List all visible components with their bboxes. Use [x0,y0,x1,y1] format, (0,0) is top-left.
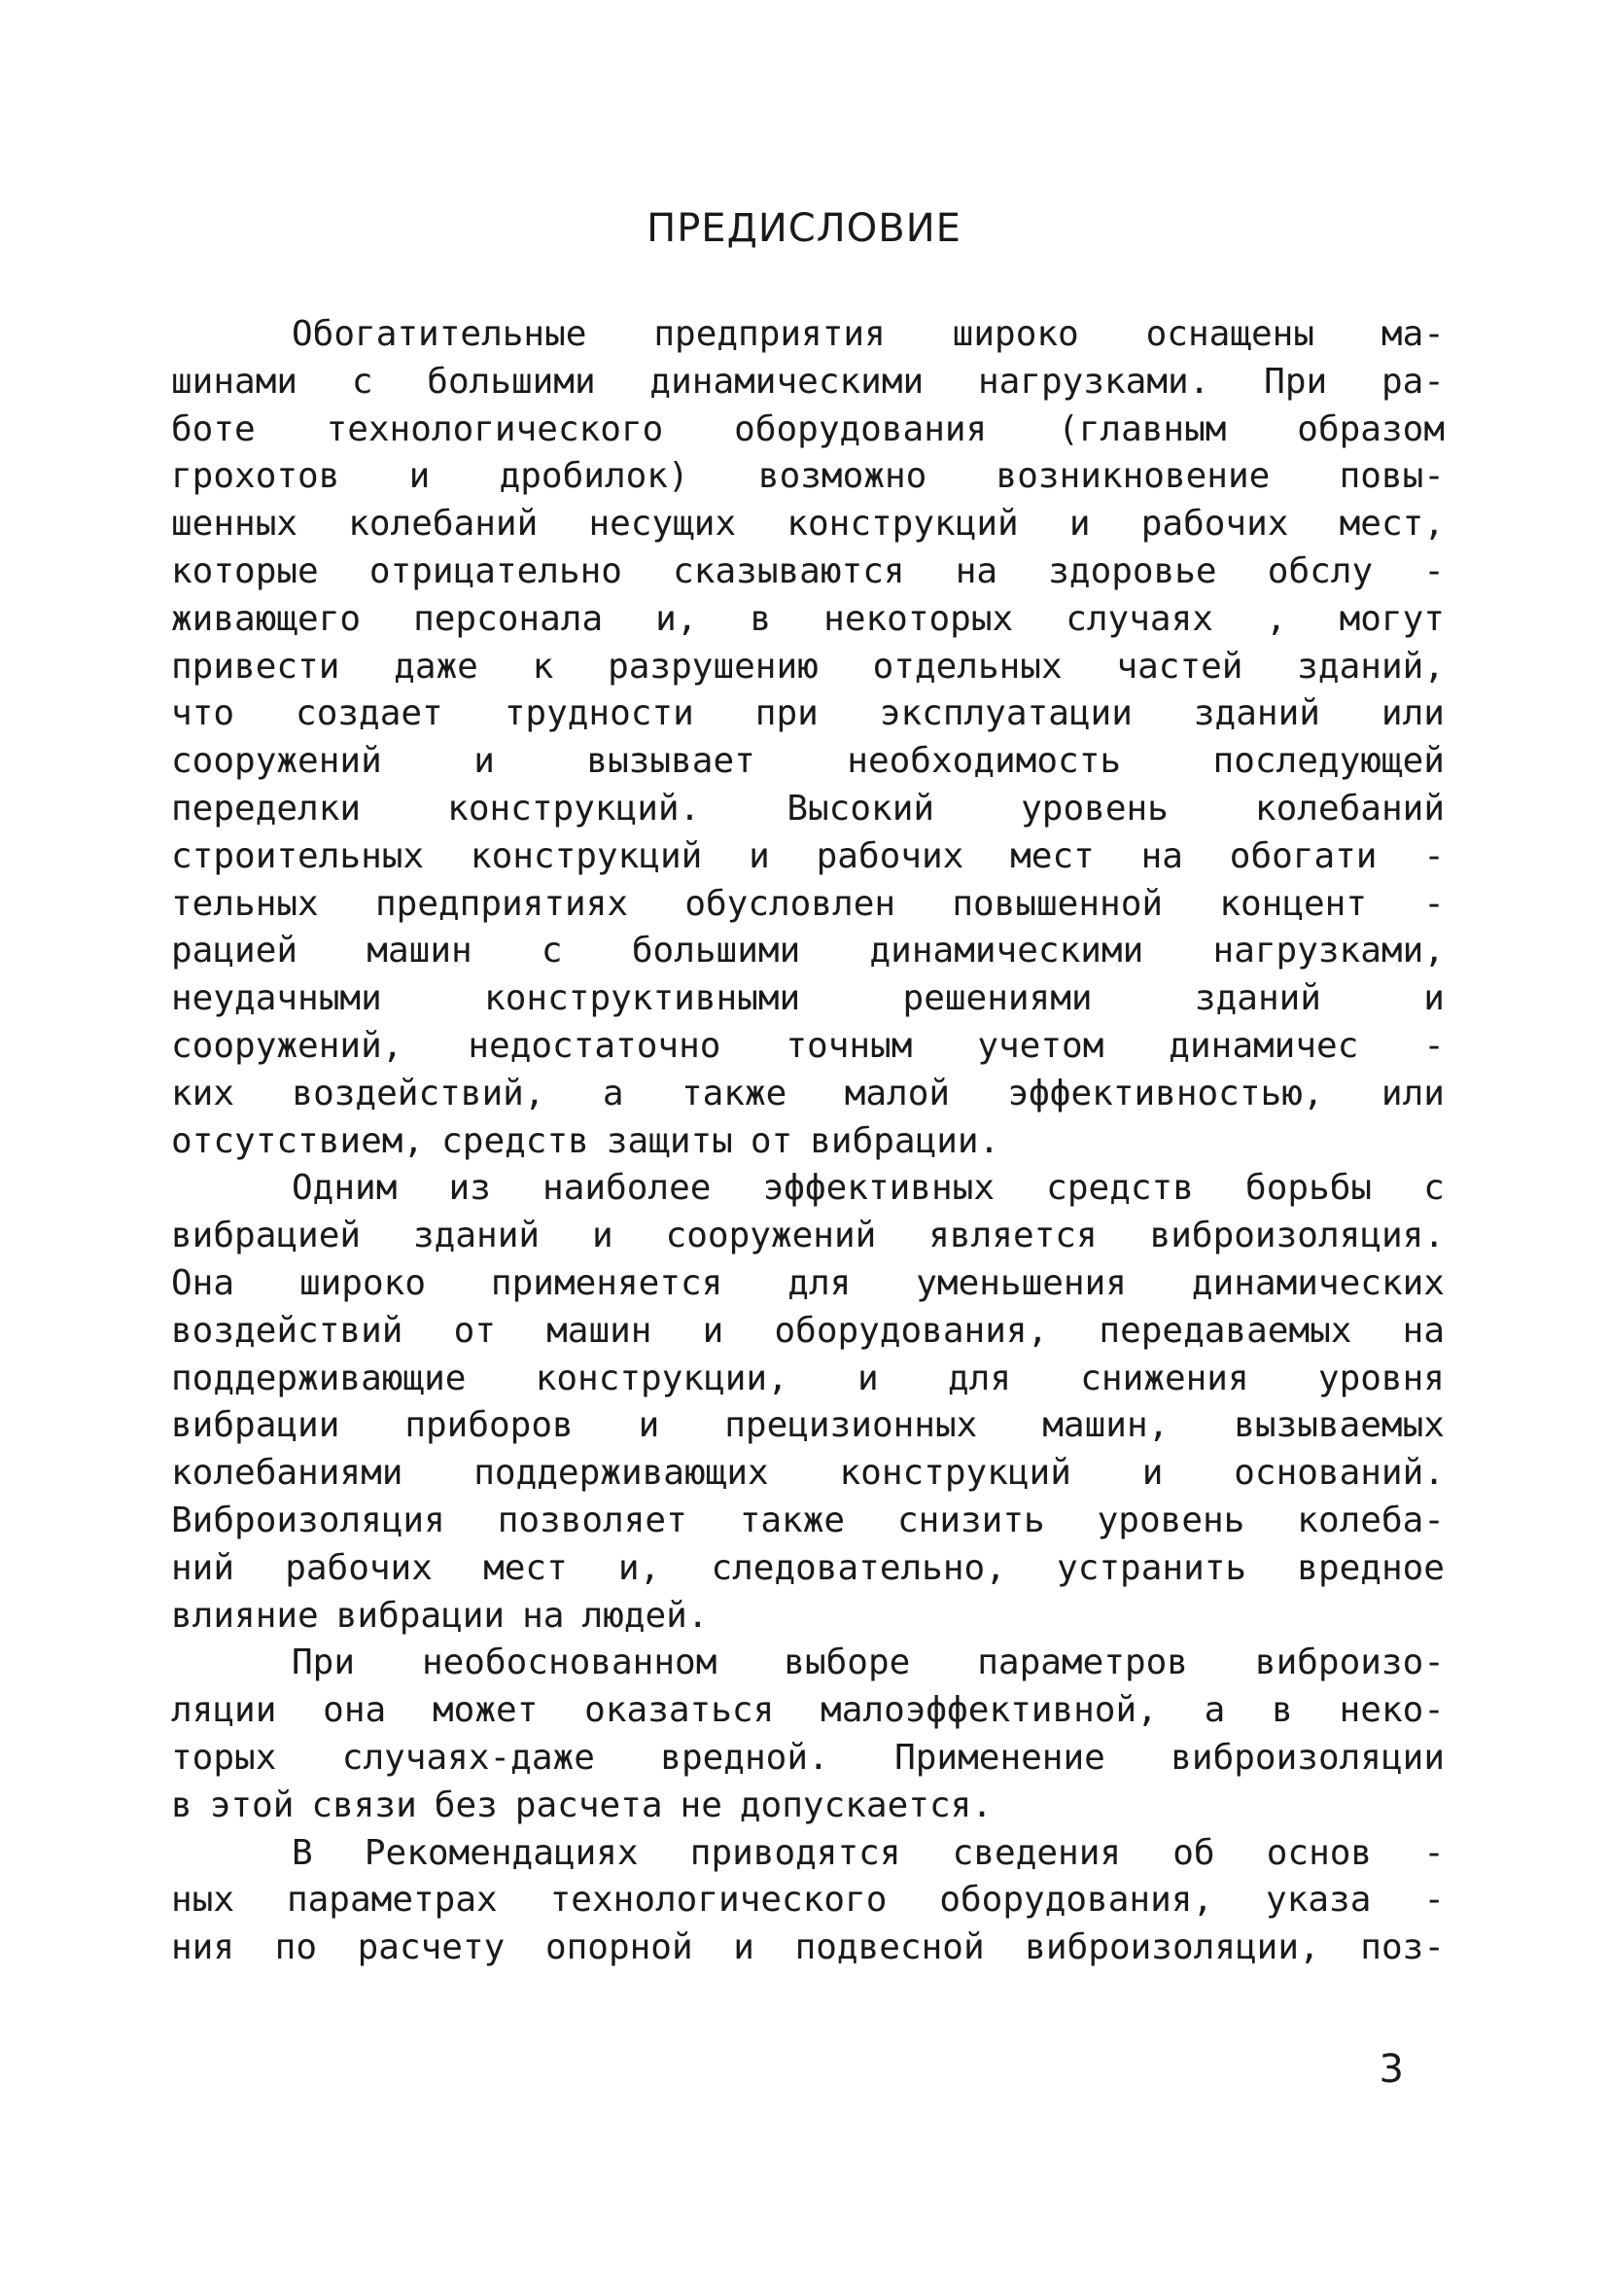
word: оказаться [584,1690,775,1731]
word: динамическими [649,361,925,402]
word: также [739,1500,846,1540]
word: здоровье [1048,550,1217,591]
word: выборе [784,1643,911,1683]
word: из [448,1168,491,1209]
word: от [453,1310,496,1351]
word: которые [171,550,319,591]
word: вибрации [335,1595,506,1636]
word: рабочих [285,1547,433,1588]
word: также [681,1073,787,1113]
word: с [351,361,373,402]
word: неудачными [171,978,382,1019]
word: концент [1219,883,1368,924]
word: и [733,1927,754,1968]
word: уровень [1097,1500,1245,1540]
word: а [602,1073,624,1113]
word: подвесной [794,1927,985,1968]
word: рабочих [1140,504,1289,545]
word: мест, [1339,504,1445,545]
word: виброизоляция. [1149,1216,1445,1256]
word: и [473,741,495,782]
text-line [171,1165,1445,1213]
word: даже [394,646,478,687]
text-line [171,1783,1445,1830]
word: зданий [413,1216,541,1256]
text-line [171,690,1445,738]
word: для [787,1262,852,1303]
word: поддерживающих [473,1453,769,1494]
text-line [171,311,1445,359]
word: поз- [1360,1927,1445,1968]
word: может [433,1690,539,1731]
word: большими [631,931,801,971]
word: ких [171,1073,235,1113]
word: или [1381,1073,1445,1113]
word: ра- [1381,361,1445,402]
text-line [171,1498,1445,1545]
word: необоснованном [421,1643,717,1683]
text-line [171,1071,1445,1118]
text-line [171,1402,1445,1450]
word: малой [844,1073,951,1113]
word: Рекомендациях [364,1832,639,1873]
page-number: 3 [1379,2047,1404,2092]
word: - [1423,550,1445,591]
word: защиты [606,1120,733,1161]
word: средств [1046,1168,1194,1209]
word: является [928,1216,1098,1256]
word: зданий [1193,693,1320,734]
word: учетом [977,1025,1104,1066]
word: уровень [1021,788,1169,829]
word: параметрах [286,1880,498,1921]
word: динамическими [869,931,1144,971]
word: и [1141,1453,1164,1494]
word: отсутствием, [171,1120,425,1161]
word: и [1068,504,1091,545]
word: наиболее [542,1168,712,1209]
word: дробилок) [499,456,689,497]
word: ма- [1381,314,1445,354]
word: машин [367,931,472,971]
word: - [1423,835,1445,876]
word: вредное [1297,1547,1445,1588]
word: воздействий, [292,1073,545,1113]
word: поддерживающие [171,1358,467,1398]
word: расчета [514,1784,663,1825]
word: рацией [171,931,298,971]
word: сведения [952,1832,1122,1873]
word: прецизионных [724,1405,978,1446]
word: а [1204,1690,1226,1731]
word: персонала [413,598,604,639]
word: отрицательно [368,550,622,591]
word: в [171,1784,192,1825]
word: виброизоляции, [1025,1927,1320,1968]
word: указа [1266,1880,1372,1921]
word: живающего [171,598,362,639]
word: применяется [490,1262,723,1303]
word: по [274,1927,317,1968]
text-line [171,1213,1445,1260]
word: зданий, [1297,646,1445,687]
word: шинами [171,361,298,402]
word: приборов [404,1405,574,1446]
word: боте [171,408,256,449]
text-line [171,1735,1445,1783]
word: динамичес [1169,1025,1359,1066]
word: мест [1010,835,1095,876]
word: к [532,646,554,687]
word: В [292,1832,313,1873]
word: точным [786,1025,913,1066]
word: виброизо- [1254,1643,1445,1683]
word: ний [171,1547,235,1588]
word: зданий [1194,978,1321,1019]
word: динамических [1191,1262,1445,1303]
word: расчету [357,1927,506,1968]
word: основ [1266,1832,1373,1873]
word: эффективных [762,1168,996,1209]
word: Высокий [787,788,935,829]
word: при [754,693,819,734]
word: уменьшения [916,1262,1127,1303]
word: технологического [326,408,664,449]
word: случаях [1066,598,1213,639]
word: конструктивными [484,978,801,1019]
word: оборудования [734,408,988,449]
text-line [171,501,1445,548]
word: и [702,1310,724,1351]
word: в [750,598,772,639]
word: конструкций [787,504,1019,545]
text-line [171,1545,1445,1593]
word: не [680,1784,722,1825]
word: конструкции, [535,1358,788,1398]
word: ляции [171,1690,277,1731]
text-line [171,738,1445,786]
text-line [171,1687,1445,1735]
word: Одним [292,1168,398,1209]
word: на [522,1595,565,1636]
word: нагрузками, [1212,931,1445,971]
text-line [171,1450,1445,1498]
word: При [1264,361,1328,402]
word: с [541,931,563,971]
word: позволяет [497,1500,687,1540]
word: воздействий [171,1310,403,1351]
word: тельных [171,883,319,924]
text-line [171,359,1445,406]
word: рабочих [816,835,964,876]
word: - [1423,1880,1445,1921]
word: - [1423,1832,1445,1873]
text-line [171,928,1445,975]
word: или [1381,693,1445,734]
word: необходимость [847,741,1122,782]
word: людей. [581,1595,709,1636]
word: оборудования, [774,1310,1049,1351]
word: привести [171,646,340,687]
text-line [171,1356,1445,1403]
word: вызываемых [1234,1405,1445,1446]
word: с [1423,1168,1445,1209]
word: некоторых [823,598,1014,639]
word: решениями [902,978,1093,1019]
word: и, [617,1547,661,1588]
word: ных [171,1880,235,1921]
word: борьбы [1245,1168,1373,1209]
word: разрушению [608,646,819,687]
word: виброизоляции [1171,1737,1445,1778]
word: связи [311,1784,417,1825]
word: машин [546,1310,652,1351]
word: малоэффективной, [821,1690,1158,1731]
text-line [171,881,1445,929]
word: широко [952,314,1079,354]
word: колебаний [348,504,539,545]
word: и [857,1358,879,1398]
word: и [749,835,770,876]
text-line [171,453,1445,501]
text-line [171,548,1445,596]
word: - [1423,883,1445,924]
word: сооружений, [171,1025,403,1066]
word: влияние [171,1595,319,1636]
word: повы- [1339,456,1445,497]
word: и [1423,978,1445,1019]
word: Обогатительные [292,314,587,354]
preface-body [171,311,1445,1972]
word: широко [298,1262,426,1303]
text-line [171,786,1445,833]
word: вибрации [171,1405,340,1446]
word: строительных [171,835,425,876]
text-line [171,644,1445,691]
word: сооружений [171,741,382,782]
word: предприятия [653,314,886,354]
word: эффективностью, [1007,1073,1324,1113]
word: конструкций [839,1453,1071,1494]
text-line [171,1023,1445,1071]
word: приводятся [689,1832,901,1873]
word: нагрузками. [977,361,1210,402]
word: допускается. [739,1784,993,1825]
word: вибрацией [171,1216,362,1256]
word: устранить [1057,1547,1247,1588]
word: передаваемых [1099,1310,1352,1351]
word: об [1172,1832,1215,1873]
word: образом [1297,408,1445,449]
word: и, [655,598,698,639]
word: оборудования, [939,1880,1214,1921]
word: переделки [171,788,362,829]
word: обслу [1267,550,1374,591]
text-line [171,1593,1445,1641]
word: создает [296,693,443,734]
word: торых [171,1737,277,1778]
word: следовательно, [711,1547,1006,1588]
word: для [947,1358,1011,1398]
page-title: ПРЕДИСЛОВИЕ [647,206,961,251]
word: несущих [588,504,737,545]
text-line [171,596,1445,644]
word: обусловлен [684,883,896,924]
text-line [171,1877,1445,1925]
word: колебаний [1254,788,1445,829]
word: могут [1339,598,1445,639]
word: мест [483,1547,568,1588]
word: колеба- [1297,1500,1445,1540]
word: вибрации. [810,1120,1000,1161]
word: колебаниями [171,1453,403,1494]
text-line [171,833,1445,881]
word: оснащены [1145,314,1315,354]
word: параметров [977,1643,1188,1683]
word: ния [171,1927,235,1968]
word: машин, [1042,1405,1170,1446]
word: возможно [757,456,927,497]
word: средств [441,1120,589,1161]
word: вредной. [660,1737,829,1778]
word: на [1140,835,1183,876]
word: и [408,456,431,497]
word: сказываются [673,550,905,591]
word: вызывает [586,741,755,782]
word: возникновение [996,456,1271,497]
word: большими [427,361,596,402]
word: от [750,1120,793,1161]
word: , [1265,598,1287,639]
word: недостаточно [468,1025,721,1066]
word: уровня [1317,1358,1445,1398]
word: на [1402,1310,1445,1351]
text-line [171,406,1445,454]
word: что [171,693,235,734]
word: на [955,550,998,591]
word: без [434,1784,498,1825]
word: эксплуатации [879,693,1133,734]
word: опорной [544,1927,693,1968]
word: и [638,1405,660,1446]
word: в [1272,1690,1293,1731]
word: этой [209,1784,295,1825]
word: отдельных [872,646,1063,687]
text-line [171,1260,1445,1308]
word: предприятиях [374,883,629,924]
word: оснований. [1234,1453,1445,1494]
word: она [323,1690,387,1731]
word: снизить [896,1500,1045,1540]
word: трудности [504,693,694,734]
word: шенных [171,504,298,545]
text-line [171,975,1445,1023]
word: (главным [1058,408,1227,449]
word: сооружений [665,1216,877,1256]
word: конструкций [470,835,703,876]
word: - [1423,1025,1445,1066]
word: повышенной [952,883,1164,924]
word: последующей [1212,741,1445,782]
word: Виброизоляция [171,1500,445,1540]
word: технологического [549,1880,888,1921]
text-line [171,1925,1445,1972]
word: случаях-даже [341,1737,595,1778]
word: снижения [1080,1358,1249,1398]
word: неко- [1339,1690,1445,1731]
text-line [171,1118,1445,1166]
word: и [591,1216,613,1256]
word: грохотов [171,456,340,497]
text-line [171,1640,1445,1687]
word: При [292,1643,356,1683]
word: конструкций. [447,788,701,829]
text-line [171,1830,1445,1878]
text-line [171,1308,1445,1356]
word: Применение [894,1737,1105,1778]
word: обогати [1229,835,1378,876]
word: частей [1116,646,1243,687]
word: Она [171,1262,235,1303]
